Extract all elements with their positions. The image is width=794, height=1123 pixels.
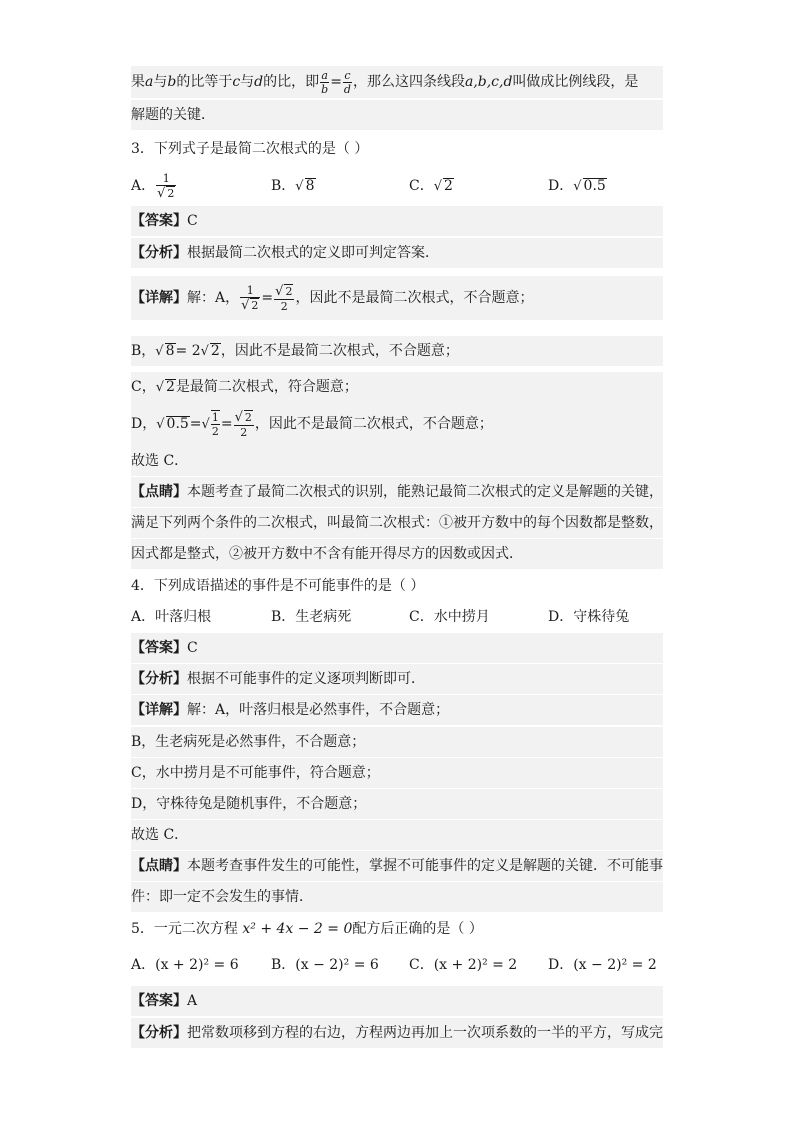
comment-line: 件：即一定不会发生的事情． [131,882,663,912]
conclusion: 故选 C． [131,820,663,850]
detail: 【详解】解：A， $\frac{1}{√ 2}$ = $\frac{√ 2}{2}$ ，因此不是最简二次根式，不合题意； [131,276,663,320]
fraction: $\frac{√ 2}{2}$ [275,283,293,313]
fraction: $\frac{1}{2}$ [211,411,219,438]
question-4: 4．下列成语描述的事件是不可能事件的是（ ） [131,578,425,594]
comment-line: 因式都是整式，②被开方数中不含有能开得尽方的因数或因式． [131,539,663,569]
option-c: C．(x + 2)² = 2 [409,957,518,973]
comment: 【点睛】本题考查了最简二次根式的识别，能熟记最简二次根式的定义是解题的关键， [131,477,663,507]
fraction: $\frac{c}{d}$ [343,68,351,96]
option-b: B．(x − 2)² = 6 [271,957,379,973]
answer: 【答案】A [131,986,663,1016]
text-line: 果a与b的比等于c与d的比，即 $\frac{a}{b}$ = $\frac{c}{d}$ ，那么这四条线段a,b,c,d叫做成比例线段，是 [131,66,663,98]
analysis: 【分析】根据最简二次根式的定义即可判定答案． [131,238,663,268]
question-5: 5．一元二次方程 x² + 4x − 2 = 0配方后正确的是（ ） [131,921,483,937]
option-d: D．守株待兔 [548,609,630,625]
detail-b: B，√ 8= 2√ 2，因此不是最简二次根式，不合题意； [131,336,663,366]
option-b: B．√ 8 [271,178,315,194]
q5-options [131,950,663,980]
analysis: 【分析】把常数项移到方程的右边，方程两边再加上一次项系数的一半的平方，写成完 [131,1018,663,1048]
option-a: A． $\frac{1}{√ 2}$ [131,171,175,201]
comment: 【点睛】本题考查事件发生的可能性，掌握不可能事件的定义是解题的关键．不可能事 [131,851,663,881]
option-b: B．生老病死 [271,609,352,625]
detail-c: C，√ 2是最简二次根式，符合题意； [131,372,663,402]
detail-c: C，水中捞月是不可能事件，符合题意； [131,758,663,788]
text-line: 解题的关键． [131,100,663,130]
detail-b: B，生老病死是必然事件，不合题意； [131,727,663,757]
fraction: $\frac{√ 2}{2}$ [234,409,252,439]
question-3: 3．下列式子是最简二次根式的是（ ） [131,141,369,157]
answer: 【答案】C [131,206,663,236]
q3-options [131,164,663,208]
detail: 【详解】解：A，叶落归根是必然事件，不合题意； [131,695,663,725]
option-c: C．√ 2 [409,178,453,194]
analysis: 【分析】根据不可能事件的定义逐项判断即可． [131,664,663,694]
fraction: $\frac{1}{√ 2}$ [241,283,259,313]
option-a: A．(x + 2)² = 6 [131,957,239,973]
detail-d: D，√ 0.5=√ $\frac{1}{2}$ = $\frac{√ 2}{2}$ ，因此不是最简二次根式，不合题意； [131,402,663,446]
option-a: A．叶落归根 [131,609,212,625]
answer: 【答案】C [131,633,663,663]
option-d: D．√ 0.5 [548,178,606,194]
q4-options [131,602,663,632]
comment-line: 满足下列两个条件的二次根式，叫最简二次根式：①被开方数中的每个因数都是整数， [131,508,663,538]
fraction: $\frac{a}{b}$ [321,68,329,96]
option-d: D．(x − 2)² = 2 [548,957,657,973]
detail-d: D，守株待兔是随机事件，不合题意； [131,789,663,819]
option-c: C．水中捞月 [409,609,490,625]
fraction: $\frac{1}{√ 2}$ [157,171,175,201]
conclusion: 故选 C． [131,446,663,476]
